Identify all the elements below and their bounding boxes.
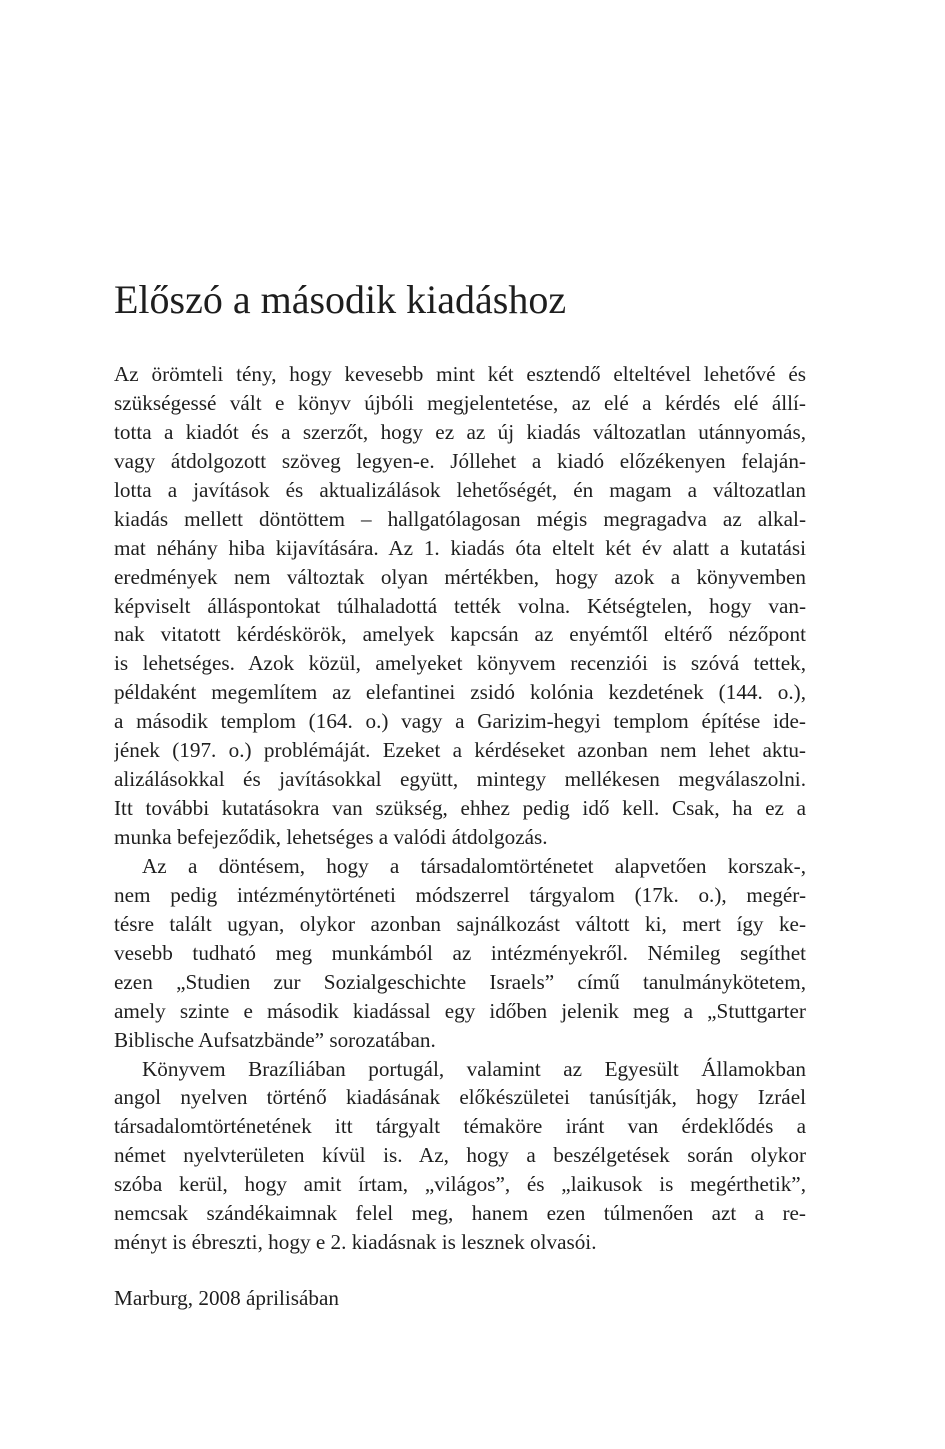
text-line: szóba kerül, hogy amit írtam, „világos”, és „laikusok is megérthetik”,: [114, 1172, 806, 1197]
text-line: Itt további kutatásokra van szükség, ehhez pedig idő kell. Csak, ha ez a: [114, 796, 806, 821]
text-line: szükségessé vált e könyv újbóli megjelentetése, az elé a kérdés elé állí-: [114, 390, 806, 415]
text-line: tésre talált ugyan, olykor azonban sajnálkozást váltott ki, mert így ke-: [114, 911, 806, 936]
text-line: mat néhány hiba kijavítására. Az 1. kiadás óta eltelt két év alatt a kutatási: [114, 535, 806, 560]
text-line: Az a döntésem, hogy a társadalomtörténetet alapvetően korszak-,: [142, 853, 806, 878]
text-line: Az örömteli tény, hogy kevesebb mint két esztendő elteltével lehetővé és: [114, 362, 806, 386]
text-line: vesebb tudható meg munkámból az intézményekről. Némileg segíthet: [114, 940, 806, 965]
text-line: jének (197. o.) problémáját. Ezeket a kérdéseket azonban nem lehet aktu-: [114, 738, 806, 763]
text-line: ményt is ébreszti, hogy e 2. kiadásnak is lesznek olvasói.: [114, 1230, 597, 1255]
text-line: alizálásokkal és javításokkal együtt, mintegy mellékesen megválaszolni.: [114, 767, 806, 792]
signoff-place-date: Marburg, 2008 áprilisában: [114, 1286, 339, 1310]
text-line: vagy átdolgozott szöveg legyen-e. Jóllehet a kiadó előzékenyen felaján-: [114, 448, 806, 473]
text-line: munka befejeződik, lehetséges a valódi átdolgozás.: [114, 825, 548, 849]
text-line: lotta a javítások és aktualizálások lehetőségét, én magam a változatlan: [114, 477, 806, 502]
text-line: amely szinte e második kiadással egy időben jelenik meg a „Stuttgarter: [114, 998, 806, 1023]
text-line: Biblische Aufsatzbände” sorozatában.: [114, 1027, 436, 1052]
text-line: Könyvem Brazíliában portugál, valamint az Egyesült Államokban: [142, 1056, 806, 1081]
text-line: ezen „Studien zur Sozialgeschichte Israels” című tanulmánykötetem,: [114, 969, 806, 994]
page-title: Előszó a második kiadáshoz: [114, 277, 567, 322]
text-line: eredmények nem változtak olyan mértékben, hogy azok a könyvemben: [114, 564, 806, 589]
text-line: példaként megemlítem az elefantinei zsidó kolónia kezdetének (144. o.),: [114, 680, 806, 705]
text-line: nemcsak szándékaimnak felel meg, hanem ezen túlmenően azt a re-: [114, 1201, 806, 1226]
text-line: totta a kiadót és a szerzőt, hogy ez az új kiadás változatlan utánnyomás,: [114, 419, 806, 444]
text-line: a második templom (164. o.) vagy a Garizim-hegyi templom építése ide-: [114, 709, 806, 734]
preface-body: [114, 360, 806, 1257]
text-line: is lehetséges. Azok közül, amelyeket könyvem recenziói is szóvá tettek,: [114, 651, 806, 676]
text-line: német nyelvterületen kívül is. Az, hogy a beszélgetések során olykor: [114, 1143, 806, 1168]
text-line: társadalomtörténetének itt tárgyalt témaköre iránt van érdeklődés a: [114, 1114, 806, 1139]
text-line: nem pedig intézménytörténeti módszerrel tárgyalom (17k. o.), megér-: [114, 882, 806, 907]
text-line: nak vitatott kérdéskörök, amelyek kapcsán az enyémtől eltérő nézőpont: [114, 622, 806, 647]
text-line: angol nyelven történő kiadásának előkészületei tanúsítják, hogy Izráel: [114, 1085, 806, 1110]
text-line: képviselt álláspontokat túlhaladottá tették volna. Kétségtelen, hogy van-: [114, 593, 806, 618]
text-line: kiadás mellett döntöttem – hallgatólagosan mégis megragadva az alkal-: [114, 506, 806, 531]
